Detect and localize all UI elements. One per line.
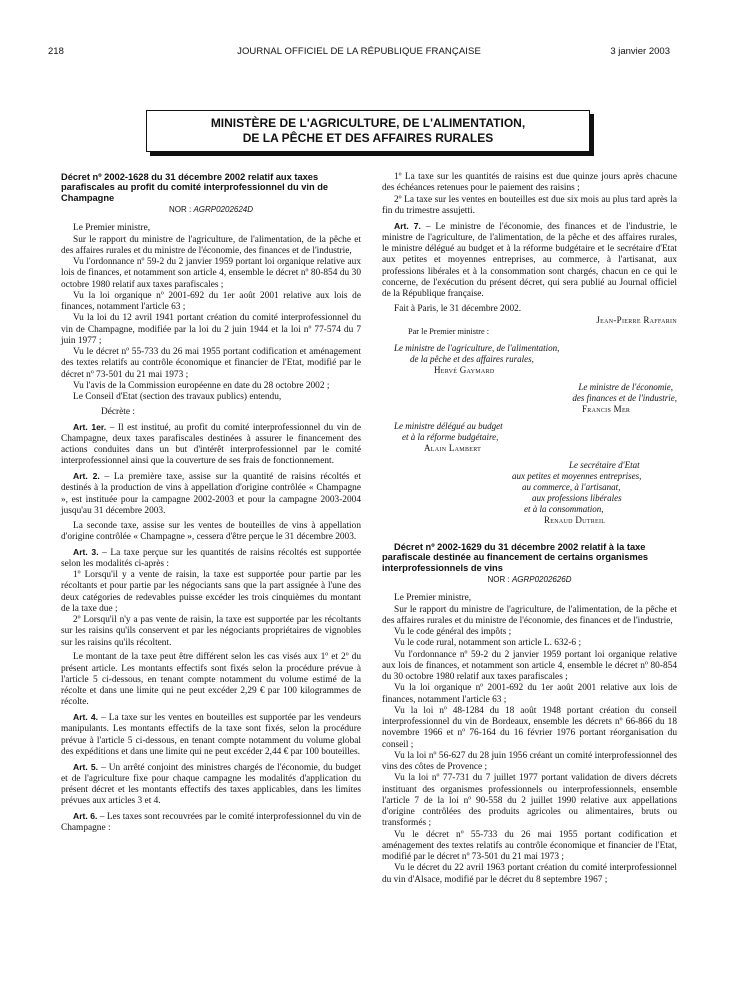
sig-pme-role-1: Le secrétaire d'Etat xyxy=(569,460,640,470)
sig-eco-role-1: Le ministre de l'économie, xyxy=(578,382,673,392)
decree2-para: Vu le code rural, notamment son article L. 632-6 ; xyxy=(394,638,582,649)
decree2-para: Vu la loi nº 56-627 du 28 juin 1956 créant un comité interprofessionnel des vins des côtes de Provence ; xyxy=(382,750,677,773)
sig-budget-role-1: Le ministre délégué au budget xyxy=(394,421,503,431)
decree2-para: Le Premier ministre, xyxy=(394,593,472,604)
article-text: – Les taxes sont recouvrées par le comité interprofessionnel du vin de Champagne : xyxy=(61,812,361,834)
sig-agri-role-2: de la pêche et des affaires rurales, xyxy=(410,354,534,364)
article-text: 1º La taxe sur les quantités de raisins est due quinze jours après chacune des échéances retenues pour le paiement des raisins ; xyxy=(382,172,677,194)
decree1-decrete: Décrète : xyxy=(101,406,135,417)
article-paragraph xyxy=(61,615,361,649)
article-label: Art. 4. xyxy=(73,712,99,723)
page-number: 218 xyxy=(48,46,64,57)
decree1-para: Sur le rapport du ministre de l'agriculture, de l'alimentation, de la pêche et des affaires rurales et du ministre de l'économie, des finances et de l'industrie, xyxy=(61,234,361,256)
article-text: 1º Lorsqu'il y a vente de raisin, la taxe est supportée pour partie par les récoltants et pour partie par les négociants sans que la part assignée à l'une des deux catégories de redevables puisse excéder les trois cinquièmes du montant de la taxe due ; xyxy=(61,570,361,614)
article-label: Art. 6. xyxy=(73,811,98,822)
article-label: Art. 3. xyxy=(73,546,99,557)
article-paragraph xyxy=(61,547,361,571)
decree2-para: Vu l'ordonnance nº 59-2 du 2 janvier 1959 portant loi organique relative aux lois de finances, et notamment son article 4, ensemble le décret nº 80-854 du 30 octobre 1980 relatif aux taxes parafiscales ; xyxy=(382,649,677,683)
right-column xyxy=(382,172,677,886)
article-paragraph xyxy=(61,471,361,517)
article-paragraph xyxy=(382,195,677,218)
article-label: Art. 1er. xyxy=(73,421,107,432)
decree2-para: Vu le décret nº 55-733 du 26 mai 1955 portant codification et aménagement des textes relatifs au contrôle économique et financier de l'Etat, modifié par le décret nº 73-501 du 21 mai 1973 ; xyxy=(382,829,677,863)
article-text: – Il est institué, au profit du comité interprofessionnel du vin de Champagne, deux taxes parafiscales destinées à assurer le financement des actions conduites dans un but d'intérêt interprofessionnel par le comité interprofessionnel ainsi que la couverture de ses frais de fonctionnement. xyxy=(61,422,361,467)
article-paragraph xyxy=(61,762,361,808)
decree2-title: Décret nº 2002-1629 du 31 décembre 2002 relatif à la taxe parafiscale destinée au financement de certains organismes interprofessionnels de vins xyxy=(382,542,649,573)
sig-pme-name: Renaud Dutreil xyxy=(544,515,606,525)
article-paragraph xyxy=(61,811,361,835)
sig-pme-role-2: aux petites et moyennes entreprises, xyxy=(512,471,642,481)
publication-date: 3 janvier 2003 xyxy=(610,46,670,57)
page-header xyxy=(48,46,670,60)
article-label: Art. 2. xyxy=(73,471,100,482)
article-text: – Le ministre de l'économie, des finances et de l'industrie, le ministre de l'agriculture, de l'alimentation, de la pêche et des affaires rurales, le ministre délégué au budget et à la réforme budgétaire et le secrétaire d'Etat aux petites et moyennes entreprises, au commerce, à l'artisanat, aux professions libérales et à la consommation sont chargés, chacun en ce qui le concerne, de l'exécution du présent décret, qui sera publié au Journal officiel de la République française. xyxy=(382,221,678,299)
article-paragraph xyxy=(61,712,361,758)
decree2-para: Vu la loi nº 77-731 du 7 juillet 1977 portant validation de divers décrets instituant des organismes professionnels ou interprofessionnels, ensemble l'article 7 de la loi nº 90-558 du 2 juillet 1990 relative aux appellations d'origine contrôlées des produits agricoles ou alimentaires, bruts ou transformés ; xyxy=(382,773,677,829)
decree2-nor-code: AGRP0202626D xyxy=(511,575,572,585)
decree2-para: Vu la loi nº 48-1284 du 18 août 1948 portant création du conseil interprofessionnel du vin de Bordeaux, ensemble les décrets nº 66-866 du 18 novembre 1966 et nº 76-164 du 16 février 1976 portant réorganisation du conseil ; xyxy=(382,705,677,750)
article-paragraph xyxy=(382,221,677,301)
article-text: Le montant de la taxe peut être différent selon les cas visés aux 1º et 2º du présent article. Les montants effectifs sont fixés selon la procédure prévue à l'article 5 ci-dessous, en tenant compte notamment du volume estimé de la récolte et dans une limite qui ne peut excéder 2,29 € par 100 kilogrammes de récolte. xyxy=(61,652,361,708)
done-at: Fait à Paris, le 31 décembre 2002. xyxy=(394,303,522,314)
decree2-para: Vu la loi organique nº 2001-692 du 1er août 2001 relative aux lois de finances, notamment l'article 63 ; xyxy=(382,683,677,705)
decree1-nor xyxy=(61,204,361,215)
article-label: Art. 5. xyxy=(73,761,99,772)
decree1-para: Le Conseil d'Etat (section des travaux publics) entendu, xyxy=(73,392,282,403)
sig-budget-name: Alain Lambert xyxy=(424,443,482,453)
by-pm: Par le Premier ministre : xyxy=(408,327,490,336)
article-paragraph xyxy=(61,422,361,468)
decree1-para: Vu la loi du 12 avril 1941 portant création du comité interprofessionnel du vin de Champagne, modifiée par la loi du 2 juin 1944 et la loi nº 77-574 du 7 juin 1977 ; xyxy=(61,313,361,346)
decree1-para: Vu la loi organique nº 2001-692 du 1er août 2001 relative aux lois de finances, notamment l'article 63 ; xyxy=(61,290,361,313)
article-paragraph xyxy=(382,172,677,195)
article-text: – La taxe sur les ventes en bouteilles est supportée par les vendeurs manipulants. Les montants effectifs de la taxe sont fixés, selon la procédure prévue à l'article 5 ci-dessous, en tenant compte notamment du volume global des expéditions et dans une limite qui ne peut excéder 2,44 € par 100 bouteilles. xyxy=(61,713,361,757)
sig-pme-role-5: et à la consommation, xyxy=(524,504,604,514)
article-text: 2º La taxe sur les ventes en bouteilles est due six mois au plus tard après la fin du trimestre assujetti. xyxy=(382,194,677,216)
decree2-nor-label: NOR : xyxy=(487,575,510,585)
sig-eco-name: Francis Mer xyxy=(582,404,631,414)
decree2-para: Sur le rapport du ministre de l'agriculture, de l'alimentation, de la pêche et des affaires rurales et du ministre de l'économie, des finances et de l'industrie, xyxy=(382,604,677,626)
decree2-para: Vu le code général des impôts ; xyxy=(394,627,512,638)
article-text: La seconde taxe, assise sur les ventes de bouteilles de vins à appellation d'origine contrôlée « Champagne », cessera d'être perçue le 31 décembre 2003. xyxy=(61,520,361,542)
article-label: Art. 7. xyxy=(394,220,421,231)
journal-title: JOURNAL OFFICIEL DE LA RÉPUBLIQUE FRANÇAISE xyxy=(237,46,481,57)
article-text: 2º Lorsqu'il n'y a pas vente de raisin, la taxe est supportée par les récoltants sur les raisins qu'ils conservent et par les négociants propriétaires de vignobles sur les raisins qu'ils récoltent. xyxy=(61,615,361,648)
decree1-title: Décret nº 2002-1628 du 31 décembre 2002 relatif aux taxes parafiscales au profit du comité interprofessionnel du vin de Champagne xyxy=(61,172,329,203)
decree1-para: Vu l'ordonnance nº 59-2 du 2 janvier 1959 portant loi organique relative aux lois de finances, et notamment son article 4, ensemble le décret nº 80-854 du 30 octobre 1980 relatif aux taxes parafiscales ; xyxy=(61,257,361,290)
ministry-banner-line2: DE LA PÊCHE ET DES AFFAIRES RURALES xyxy=(242,131,494,145)
decree2-nor xyxy=(382,574,677,585)
ministry-banner xyxy=(146,110,590,152)
signatory-pm: Jean-Pierre Raffarin xyxy=(596,315,677,325)
ministry-banner-line1: MINISTÈRE DE L'AGRICULTURE, DE L'ALIMENTATION, xyxy=(210,116,526,130)
article-paragraph xyxy=(61,652,361,708)
decree2-para: Vu le décret du 22 avril 1963 portant création du comité interprofessionnel du vin d'Alsace, modifié par le décret du 8 septembre 1967 ; xyxy=(382,863,677,885)
sig-budget-role-2: et à la réforme budgétaire, xyxy=(402,432,499,442)
decree1-nor-label: NOR : xyxy=(168,205,192,215)
decree1-para: Vu l'avis de la Commission européenne en date du 28 octobre 2002 ; xyxy=(73,380,330,391)
article-text: – Un arrêté conjoint des ministres chargés de l'économie, du budget et de l'agriculture fixe pour chaque campagne les modalités d'application du présent décret et les montants effectifs des taxes applicables, dans les limites prévues aux articles 3 et 4. xyxy=(61,762,362,807)
decree1-nor-code: AGRP0202624D xyxy=(193,205,254,215)
sig-pme-role-4: aux professions libérales xyxy=(532,493,622,503)
decree1-para: Vu le décret nº 55-733 du 26 mai 1955 portant codification et aménagement des textes relatifs au contrôle économique et financier de l'Etat, modifié par le décret nº 73-501 du 21 mai 1973 ; xyxy=(61,347,361,380)
article-paragraph xyxy=(61,570,361,615)
article-paragraph xyxy=(61,521,361,544)
decree1-para: Le Premier ministre, xyxy=(73,223,151,234)
article-text: – La première taxe, assise sur la quantité de raisins récoltés et destinés à la production de vins à appellation d'origine contrôlée « Champagne », est instituée pour la campagne 2002-2003 et pour la campagne 2003-2004 jusqu'au 31 décembre 2003. xyxy=(61,472,361,516)
sig-agri-role-1: Le ministre de l'agriculture, de l'alimentation, xyxy=(394,343,560,353)
sig-agri-name: Hervé Gaymard xyxy=(434,365,495,375)
left-column xyxy=(61,172,361,835)
sig-eco-role-2: des finances et de l'industrie, xyxy=(572,393,677,403)
sig-pme-role-3: au commerce, à l'artisanat, xyxy=(522,482,621,492)
article-text: – La taxe perçue sur les quantités de raisins récoltés est supportée selon les modalités ci-après : xyxy=(61,547,361,569)
